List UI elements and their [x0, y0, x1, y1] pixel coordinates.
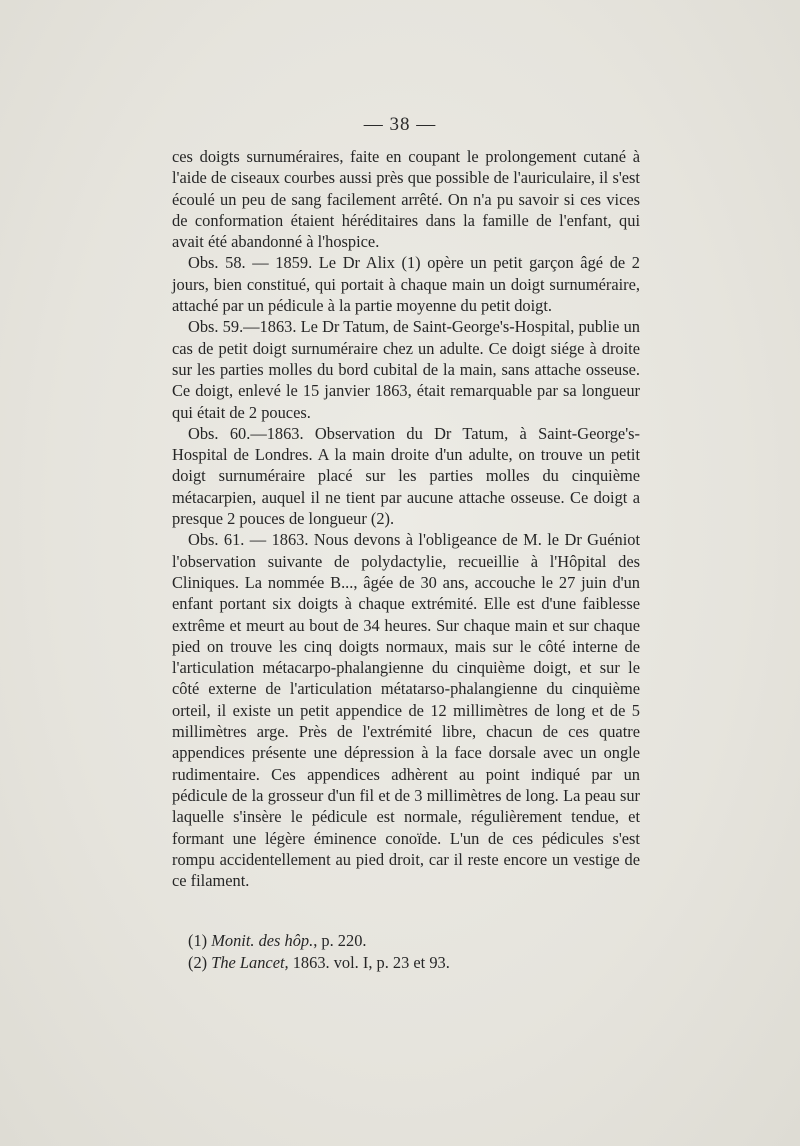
paragraph-continuation: ces doigts surnuméraires, faite en coupant le prolongement cutané à l'aide de ciseaux courbes aussi près que possible de l'auriculaire, il s'est écoulé un peu de sang facilement arrêté. On n'a pu savoir si ces vices de conformation étaient héréditaires dans la famille de l'enfant, qui avait été abandonné à l'hospice. [172, 147, 640, 252]
body-text [172, 146, 640, 891]
footnote-number: (2) [188, 953, 208, 972]
paragraph-obs-59: Obs. 59.—1863. Le Dr Tatum, de Saint-George's-Hospital, publie un cas de petit doigt surnuméraire chez un adulte. Ce doigt siége à droite sur les parties molles du bord cubital de la main, sans attache osseuse. Ce doigt, enlevé le 15 janvier 1863, était remarquable par sa longueur qui était de 2 pouces. [172, 317, 640, 422]
footnote-1 [172, 930, 640, 952]
paragraph-obs-61: Obs. 61. — 1863. Nous devons à l'obligeance de M. le Dr Guéniot l'observation suivante de polydactylie, recueillie à l'Hôpital des Cliniques. La nommée B..., âgée de 30 ans, accouche le 27 juin d'un enfant portant six doigts à chaque extrémité. Elle est d'une faiblesse extrême et meurt au bout de 34 heures. Sur chaque main et sur chaque pied on trouve les cinq doigts normaux, mais sur le côté interne de l'articulation métacarpo-phalangienne du cinquième doigt, et sur le côté externe de l'articulation métatarso-phalangienne du cinquième orteil, il existe un petit appendice de 12 millimètres de long et de 5 millimètres arge. Près de l'extrémité libre, chacun de ces quatre appendices présente une dépression à la face dorsale avec un ongle rudimentaire. Ces appendices adhèrent au point indiqué par un pédicule de la grosseur d'un fil et de 3 millimètres de long. La peau sur laquelle s'insère le pédicule est normale, régulièrement tendue, et formant une légère éminence conoïde. L'un de ces pédicules s'est rompu accidentellement au pied droit, car il reste encore un vestige de ce filament. [172, 530, 640, 891]
paragraph-obs-58: Obs. 58. — 1859. Le Dr Alix (1) opère un petit garçon âgé de 2 jours, bien constitué, qui portait à chaque main un doigt surnuméraire, attaché par un pédicule à la partie moyenne du petit doigt. [172, 253, 640, 316]
footnote-detail: 1863. vol. I, p. 23 et 93. [288, 953, 450, 972]
footnote-title: Monit. des hôp. [211, 931, 314, 950]
footnote-number: (1) [188, 931, 208, 950]
page-number: — 38 — [363, 114, 437, 135]
paragraph-obs-60: Obs. 60.—1863. Observation du Dr Tatum, à Saint-George's-Hospital de Londres. A la main droite d'un adulte, on trouve un petit doigt surnuméraire placé sur les parties molles du cinquième métacarpien, auquel il ne tient par aucune attache osseuse. Ce doigt a presque 2 pouces de longueur (2). [172, 423, 640, 529]
footnote-2 [172, 952, 640, 974]
footnote-detail: , p. 220. [313, 931, 367, 950]
footnote-title: The Lancet, [211, 953, 289, 972]
footnotes [172, 930, 640, 974]
